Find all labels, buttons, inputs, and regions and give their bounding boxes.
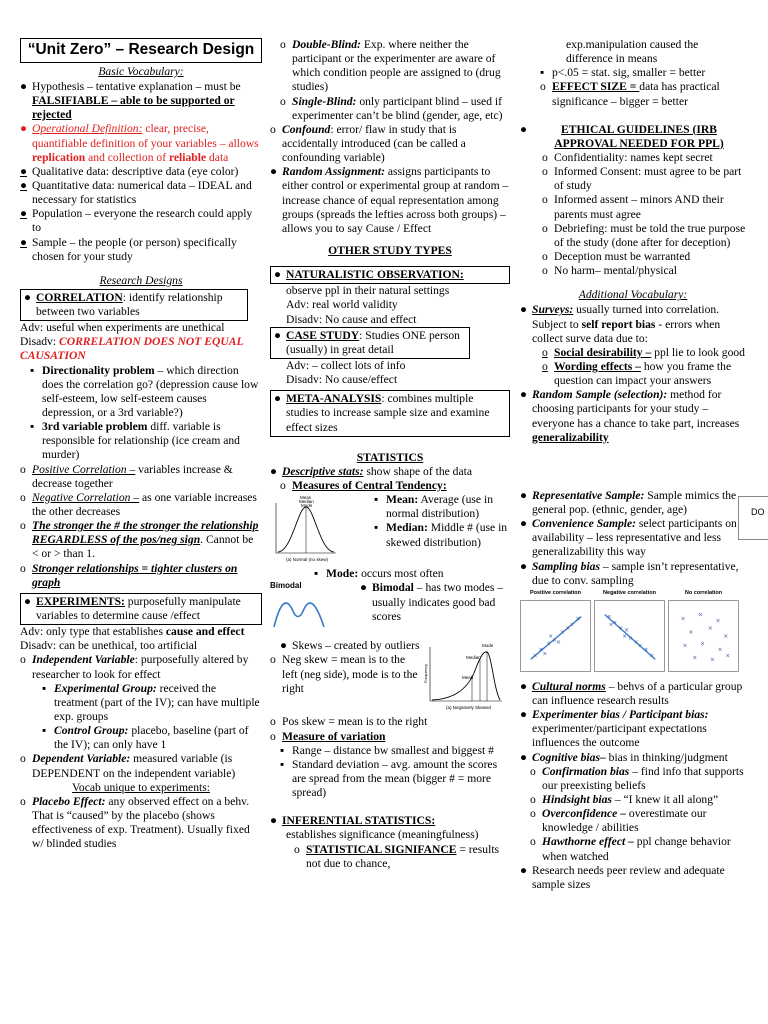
third-variable-item: ▪ 3rd variable problem diff. variable is responsible for relationship (ice cream and murder) <box>30 420 240 462</box>
svg-text:×: × <box>698 612 704 619</box>
svg-text:×: × <box>612 620 618 627</box>
positive-correlation-title: Positive correlation <box>529 589 582 596</box>
experimenter-bias-item: ● Experimenter bias / Participant bias: experimenter/participant expectations influences the outcome <box>520 708 709 750</box>
mode-item: ▪ Mode: occurs most often <box>314 567 444 581</box>
stat-sig-item: o STATISTICAL SIGNIFANCE = results not due to chance, <box>294 842 500 870</box>
double-blind-item: o Double-Blind: Exp. where neither the participant or the experimenter are aware of which condition people are assigned to (drug studies) <box>280 38 501 94</box>
svg-text:×: × <box>715 618 721 625</box>
overconfidence-item: o Overconfidence – overestimate our knowledge / abilities <box>530 807 707 835</box>
normal-distribution-figure <box>270 493 340 567</box>
descriptive-stats-item: ● Descriptive stats: show shape of the data <box>270 464 472 478</box>
svg-text:×: × <box>725 653 731 660</box>
svg-text:×: × <box>552 637 557 644</box>
normal-fig-caption: (a) Normal (no skew) <box>286 557 329 563</box>
svg-text:×: × <box>717 647 723 654</box>
svg-text:×: × <box>707 625 713 632</box>
skew-fig-mean-label: Mean <box>462 675 474 681</box>
negative-correlation-title: Negative correlation <box>603 589 656 596</box>
case-study-box: ● CASE STUDY: Studies ONE person (usually) in great detail <box>270 327 470 359</box>
naturalistic-box: ● NATURALISTIC OBSERVATION: <box>270 266 510 284</box>
skews-item: ● Skews – created by outliers <box>280 639 420 653</box>
median-item: ▪ Median: Middle # (use in skewed distribution) <box>374 521 508 549</box>
variation-heading: o Measure of variation <box>270 729 386 743</box>
mean-item: ▪ Mean: Average (use in normal distribution) <box>374 493 493 521</box>
negative-correlation-item: o Negative Correlation – as one variable increases the other decreases <box>20 490 257 519</box>
hawthorne-effect-item: o Hawthorne effect – ppl change behavior when watched <box>530 835 731 863</box>
svg-text:×: × <box>606 614 612 621</box>
independent-variable-item: o Independent Variable: purposefully altered by researcher to look for effect <box>20 653 249 681</box>
naturalistic-text: observe ppl in their natural settings <box>286 284 450 298</box>
cultural-norms-item: ● Cultural norms – behvs of a particular group can influence research results <box>520 679 743 708</box>
skew-fig-ylabel: Frequency <box>423 664 428 684</box>
svg-text:×: × <box>637 643 643 650</box>
svg-text:×: × <box>559 629 565 636</box>
central-tendency-item: o Measures of Central Tendency: <box>280 478 447 492</box>
svg-text:×: × <box>700 641 705 648</box>
social-desirability-item: o Social desirability – ppl lie to look good <box>542 345 745 359</box>
svg-text:×: × <box>628 635 633 642</box>
column-3 <box>520 38 746 892</box>
central-tendency-measures <box>340 493 510 550</box>
svg-text:×: × <box>538 647 544 654</box>
skew-fig-caption: (a) Negatively Skewed <box>446 705 492 711</box>
svg-text:×: × <box>555 639 561 646</box>
normal-fig-median-label: Median <box>299 499 314 505</box>
normal-fig-mean-label: Mean <box>300 495 312 501</box>
bimodal-row <box>270 581 510 635</box>
correlation-adv: Adv: useful when experiments are unethical <box>20 321 225 335</box>
other-study-types-heading: OTHER STUDY TYPES <box>328 243 452 257</box>
case-study-disadv: Disadv: No cause/effect <box>286 373 398 387</box>
no-correlation-plot <box>668 590 739 676</box>
ethics-item: o Confidentiality: names kept secret <box>542 150 713 164</box>
svg-text:×: × <box>542 651 548 658</box>
wording-effects-item: o Wording effects – how you frame the question can impact your answers <box>542 359 732 388</box>
quantitative-item: ● Quantitative data: numerical data – IDEAL and necessary for statistics <box>20 178 252 207</box>
central-tendency-row <box>270 493 510 567</box>
hindsight-bias-item: o Hindsight bias – “I knew it all along” <box>530 793 719 807</box>
experiments-adv: Adv: only type that establishes cause and effect Disadv: can be unethical, too artificial <box>20 625 245 653</box>
svg-text:×: × <box>575 616 581 623</box>
svg-text:×: × <box>565 625 571 632</box>
correlation-box: ● CORRELATION: identify relationship between two variables <box>20 289 248 321</box>
side-tab[interactable]: DO <box>738 496 768 540</box>
meta-analysis-box: ● META-ANALYSIS: combines multiple studies to increase sample size and examine effect sizes <box>270 390 510 436</box>
ethics-item: o Informed Consent: must agree to be part of study <box>542 165 742 193</box>
bimodal-title: Bimodal <box>270 581 302 591</box>
svg-text:×: × <box>709 657 715 664</box>
basic-vocab-heading: Basic Vocabulary: <box>98 64 184 78</box>
negative-correlation-plot <box>594 590 665 676</box>
column-1 <box>20 38 262 851</box>
confirmation-bias-item: o Confirmation bias – find info that supports our preexisting beliefs <box>530 764 744 792</box>
representative-sample-item: ● Representative Sample: Sample mimics the general pop. (ethnic, gender, age) <box>520 488 737 516</box>
positive-correlation-item: o Positive Correlation – variables increase & decrease together <box>20 462 233 490</box>
convenience-sample-item: ● Convenience Sample: select participants on availability – less representative and less generalizability this way <box>520 517 737 559</box>
skew-text <box>270 639 420 696</box>
svg-text:×: × <box>532 653 538 660</box>
bimodal-item: ● Bimodal – has two modes – usually indicates good bad scores <box>360 581 504 623</box>
svg-text:×: × <box>649 653 655 660</box>
p-value-item: ▪ p<.05 = stat. sig, smaller = better <box>540 66 706 80</box>
inferential-item: ● INFERENTIAL STATISTICS: <box>270 814 436 828</box>
experimental-group-item: ▪ Experimental Group: received the treatment (part of the IV); can have multiple exp. groups <box>42 681 260 723</box>
operational-definition-item: ● Operational Definition: clear, precise, quantifiable definition of your variables – allows replication and collection of reliable data <box>20 122 259 164</box>
svg-text:×: × <box>608 622 614 629</box>
confound-item: o Confound: error/ flaw in study that is accidentally introduced (can be called a confounding variable) <box>270 122 466 165</box>
experiments-box: ● EXPERIMENTS: purposefully manipulate variables to determine cause /effect <box>20 593 262 625</box>
svg-text:×: × <box>723 633 729 640</box>
normal-fig-mode-label: Mode <box>301 503 313 509</box>
random-sample-item: ● Random Sample (selection): method for choosing participants for your study –everyone has a chance to take part, increases generalizability <box>520 388 740 444</box>
svg-text:×: × <box>624 627 630 634</box>
svg-text:×: × <box>633 639 639 646</box>
svg-text:×: × <box>622 633 628 640</box>
vocab-unique-heading: Vocab unique to experiments: <box>72 780 210 794</box>
sampling-bias-item: ● Sampling bias – sample isn’t representative, due to conv. sampling <box>520 559 739 587</box>
svg-text:×: × <box>546 641 552 648</box>
exp-manipulation-text: exp.manipulation caused the difference in means <box>566 38 699 66</box>
skew-row <box>270 639 510 715</box>
surveys-item: ● Surveys: usually turned into correlation. Subject to self report bias - errors when collect surve data due to: <box>520 303 721 345</box>
neg-skew-item: o Neg skew = mean is to the left (neg side), mode is to the right <box>270 653 418 695</box>
single-blind-item: o Single-Blind: only participant blind – used if experimenter can’t be blind (gender, age, etc) <box>280 94 503 122</box>
range-item: ▪ Range – distance bw smallest and biggest # <box>280 743 494 757</box>
naturalistic-adv: Adv: real world validity <box>286 298 398 312</box>
naturalistic-disadv: Disadv: No cause and effect <box>286 312 417 326</box>
control-group-item: ▪ Control Group: placebo, baseline (part of the IV); can only have 1 <box>42 724 249 752</box>
skew-fig-mode-label: Mode <box>482 643 494 649</box>
svg-text:×: × <box>680 616 686 623</box>
svg-text:×: × <box>688 629 694 636</box>
cognitive-bias-item: ● Cognitive bias– bias in thinking/judgment <box>520 750 728 764</box>
svg-text:×: × <box>548 633 554 640</box>
qualitative-item: ● Qualitative data: descriptive data (eye color) <box>20 164 239 178</box>
case-study-adv: Adv: – collect lots of info <box>286 358 406 372</box>
bimodal-figure <box>270 581 346 635</box>
stronger-relationship-item: o The stronger the # the stronger the relationship REGARDLESS of the pos/neg sign. Cannot be < or > than 1. <box>20 519 259 561</box>
directionality-item: ▪ Directionality problem – which direction does the correlation go? (depression cause low self-esteem, low self-esteem causes depression, or a 3rd variable?) <box>30 363 259 420</box>
sample-item: ● Sample – the people (or person) specifically chosen for your study <box>20 235 237 263</box>
additional-vocab-heading: Additional Vocabulary: <box>578 288 688 302</box>
placebo-effect-item: o Placebo Effect: any observed effect on a behv. That is “caused” by the placebo (shows effectiveness of exp. Treatment). Usually fixed w/ blinded studies <box>20 794 250 851</box>
negative-skew-figure <box>422 639 506 715</box>
svg-text:×: × <box>643 647 649 654</box>
pos-skew-item: o Pos skew = mean is to the right <box>270 715 428 729</box>
svg-text:×: × <box>618 625 624 632</box>
random-assignment-item: ● Random Assignment: assigns participants to either control or experimental group at random –increase chance of equal representation among groups (spreads the lefties across both groups) – allows you to say Cause / Effect <box>270 165 509 235</box>
correlation-disadv: Disadv: CORRELATION DOES NOT EQUAL CAUSATION <box>20 335 244 363</box>
page-title: “Unit Zero” – Research Design <box>20 38 262 63</box>
population-item: ● Population – everyone the research could apply to <box>20 207 253 235</box>
svg-text:×: × <box>682 643 688 650</box>
ethics-item: o Deception must be warranted <box>542 249 691 263</box>
svg-text:×: × <box>569 622 575 629</box>
ethics-item: o Informed assent – minors AND their parents must agree <box>542 193 724 221</box>
ethics-heading: ● ETHICAL GUIDELINES (IRB APPROVAL NEEDED FOR PPL) <box>520 122 724 150</box>
column-2 <box>270 38 510 871</box>
research-designs-heading: Research Designs <box>99 273 183 287</box>
stdev-item: ▪ Standard deviation – avg. amount the scores are spread from the mean (bigger # = more spread) <box>280 757 498 800</box>
ethics-item: o No harm– mental/physical <box>542 264 677 278</box>
skew-fig-median-label: Median <box>466 655 481 661</box>
hypothesis-item: ● Hypothesis – tentative explanation – must be FALSIFIABLE – able to be supported or rejected <box>20 79 241 122</box>
effect-size-item: o EFFECT SIZE = data has practical significance – bigger = better <box>540 80 720 108</box>
tighter-clusters-item: o Stronger relationships = tighter clusters on graph <box>20 561 238 589</box>
inferential-text: establishes significance (meaningfulness) <box>286 828 479 842</box>
ethics-item: o Debriefing: must be told the true purpose of the study (done after for deception) <box>542 221 746 249</box>
svg-text:×: × <box>692 655 698 662</box>
dependent-variable-item: o Dependent Variable: measured variable (is DEPENDENT on the independent variable) <box>20 752 236 780</box>
correlation-scatterplots <box>520 590 746 676</box>
no-correlation-title: No correlation <box>684 589 723 596</box>
statistics-heading: STATISTICS <box>356 450 424 464</box>
positive-correlation-plot <box>520 590 591 676</box>
peer-review-item: ● Research needs peer review and adequate sample sizes <box>520 863 725 891</box>
